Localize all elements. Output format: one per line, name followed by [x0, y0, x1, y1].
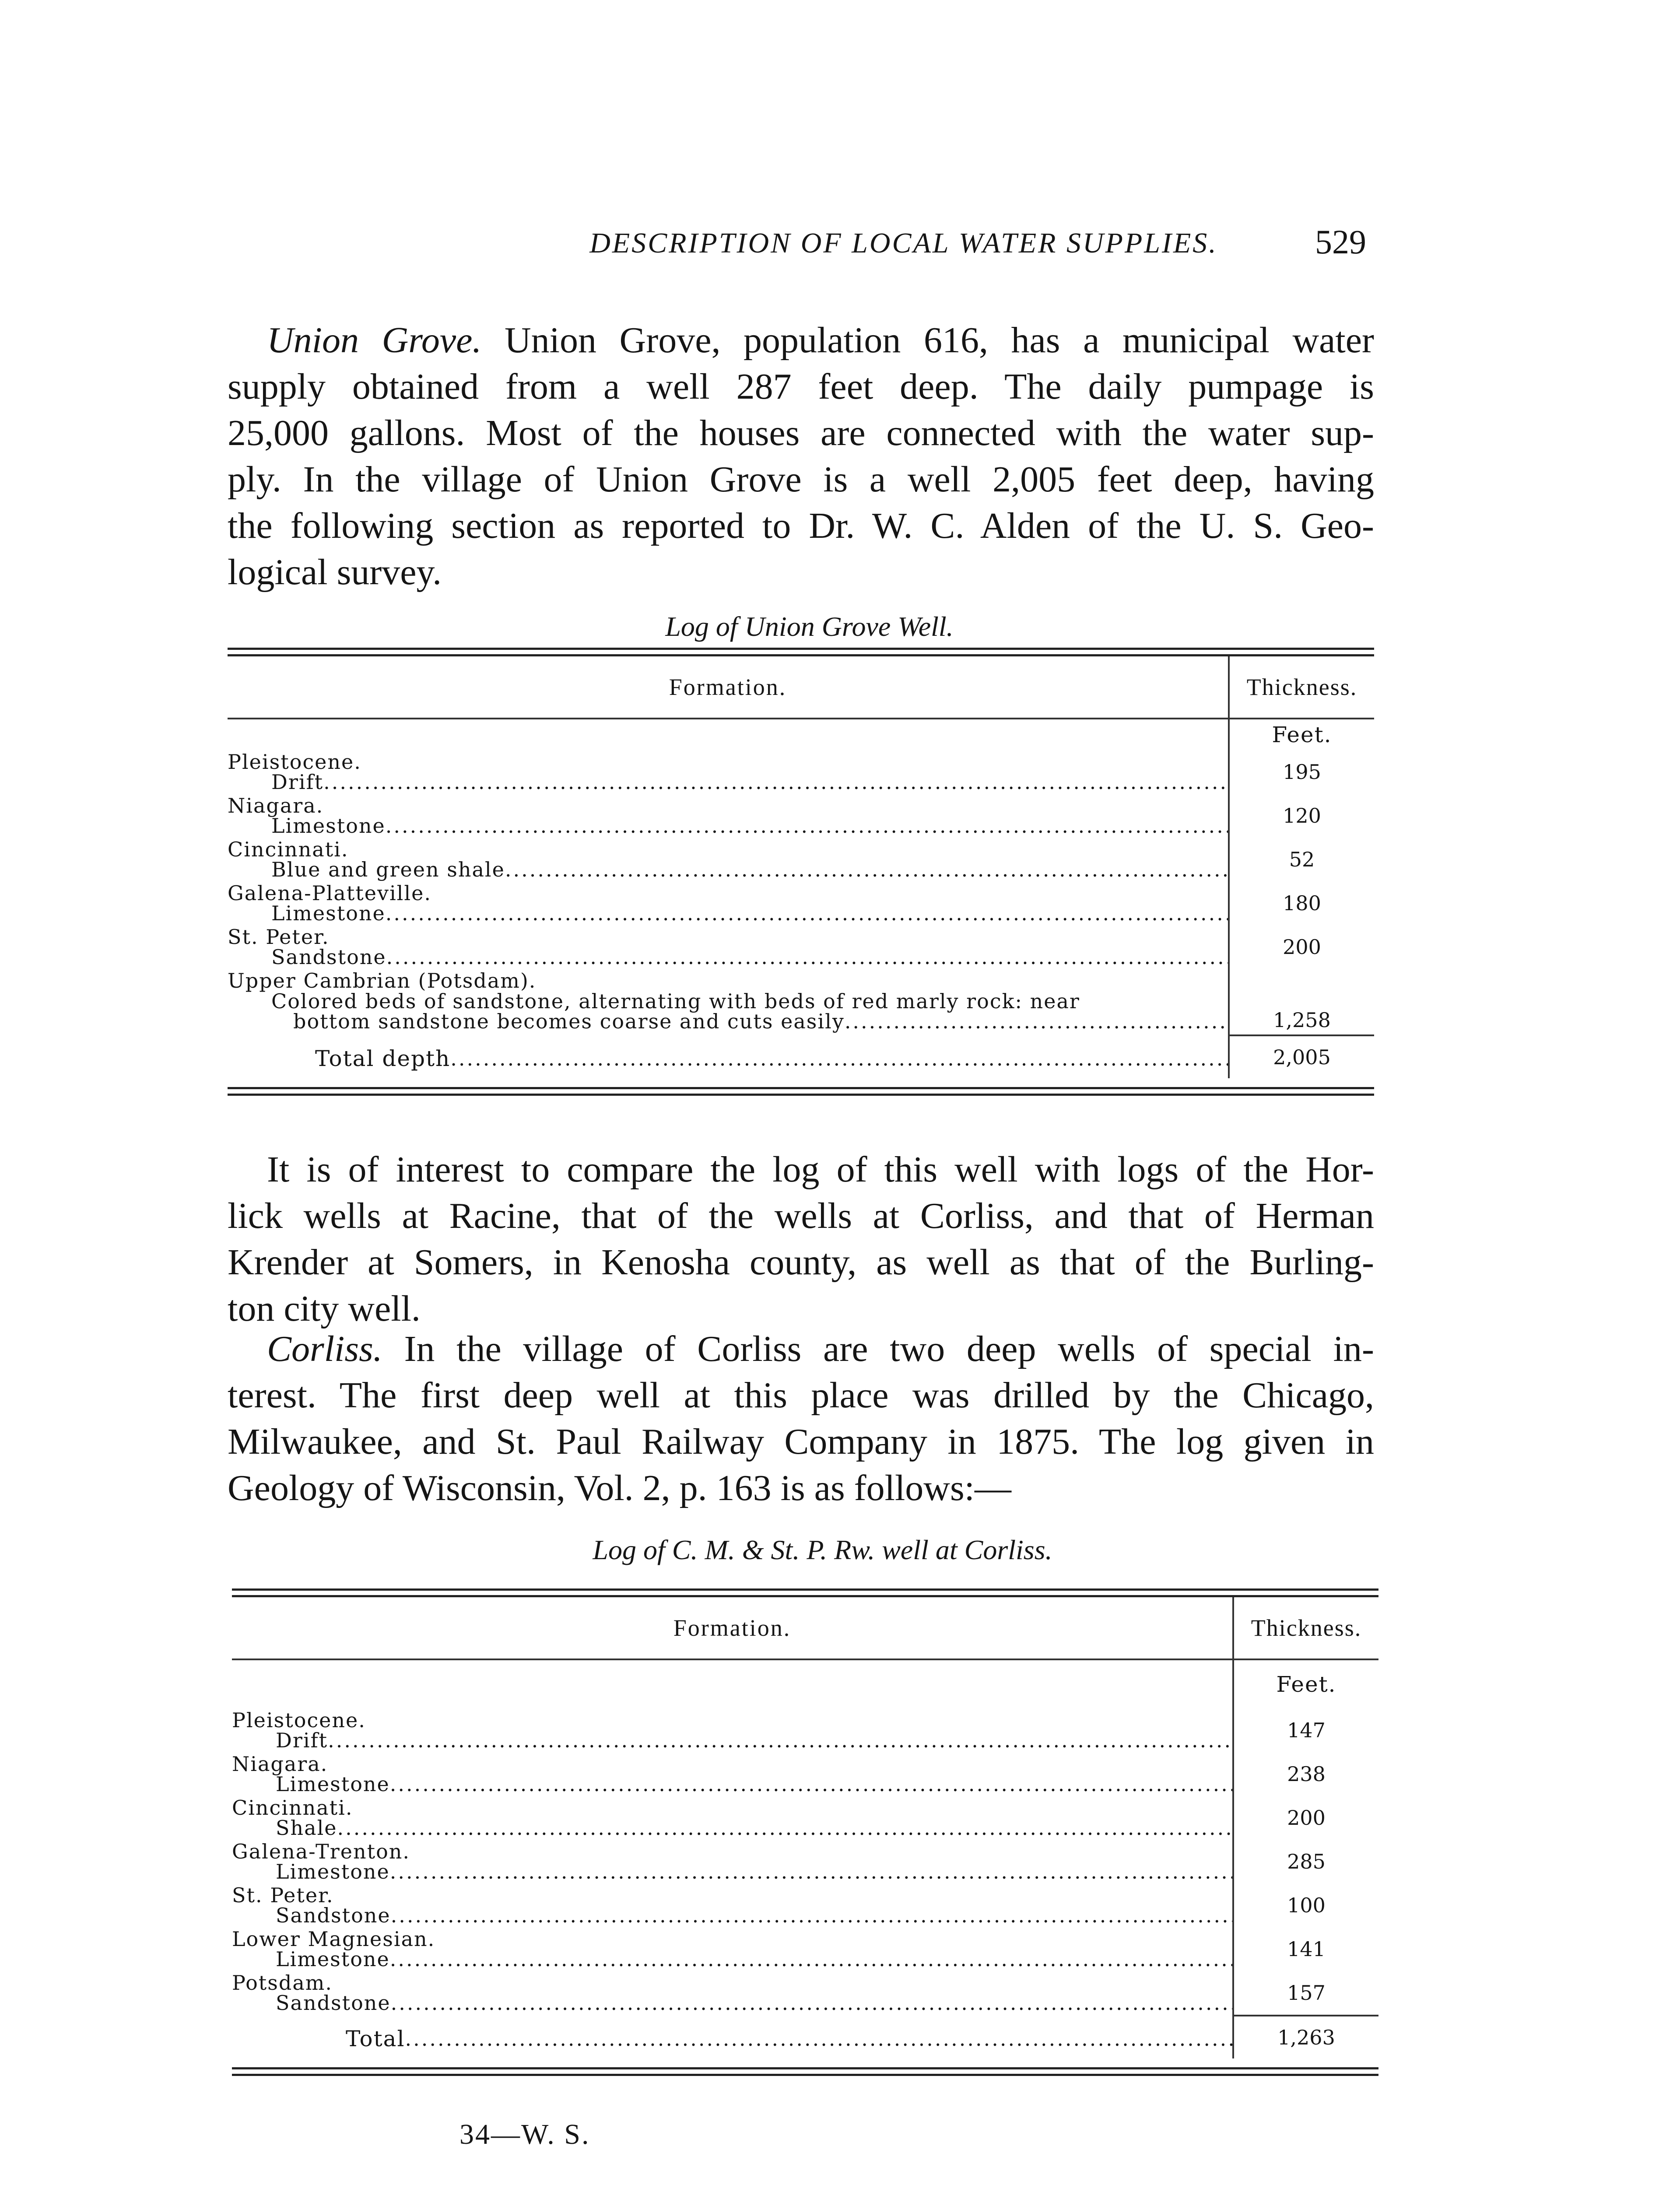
- paragraph-lead: Corliss.: [267, 1329, 382, 1369]
- paragraph-line: Krender at Somers, in Kenosha county, as well as that of the Burling-: [228, 1242, 1374, 1283]
- paragraph-line: Geology of Wisconsin, Vol. 2, p. 163 is as follows:—: [228, 1468, 1011, 1508]
- signature-mark: 34—W. S.: [459, 2118, 590, 2150]
- table-row: [228, 838, 1228, 881]
- formation-group: Niagara.: [232, 1752, 328, 1776]
- thickness-value: 200: [1287, 1806, 1326, 1830]
- formation-column: [228, 719, 1228, 1078]
- paragraph-comparison: [228, 1147, 1374, 1332]
- formation-group: Cincinnati.: [228, 838, 349, 861]
- table-bottom-rule: [232, 2067, 1378, 2076]
- page-number: 529: [1315, 223, 1366, 261]
- log-table-corliss: [232, 1588, 1378, 2076]
- table-header: [228, 656, 1374, 719]
- thickness-value: 1,258: [1273, 1008, 1331, 1032]
- thickness-value: 180: [1283, 891, 1321, 915]
- header-formation: Formation.: [673, 1615, 791, 1641]
- paragraph-corliss: [228, 1326, 1374, 1511]
- table-top-rule: [228, 648, 1374, 656]
- formation-rock: Sandstone: [276, 1904, 391, 1927]
- formation-group: Niagara.: [228, 794, 324, 817]
- formation-group: Lower Magnesian.: [232, 1927, 435, 1951]
- total-label: Total: [346, 2026, 405, 2051]
- formation-rock: Limestone: [276, 1772, 390, 1796]
- table-bottom-rule: [228, 1087, 1374, 1096]
- paragraph-union-grove: [228, 317, 1374, 596]
- thickness-value: 141: [1287, 1937, 1326, 1961]
- table-row: [228, 750, 1228, 794]
- thickness-column: [1232, 1660, 1378, 2058]
- formation-group: Galena-Trenton.: [232, 1840, 410, 1863]
- table-row: [232, 1752, 1232, 1796]
- paragraph-line: ton city well.: [228, 1288, 421, 1329]
- formation-rock: Limestone: [271, 901, 386, 925]
- formation-group: Galena-Platteville.: [228, 881, 431, 905]
- log-table-union-grove: [228, 648, 1374, 1096]
- paragraph-line: supply obtained from a well 287 feet deep. The daily pumpage is: [228, 366, 1374, 407]
- table-row: [232, 1971, 1232, 2015]
- table-top-rule: [232, 1588, 1378, 1597]
- paragraph-line: ply. In the village of Union Grove is a well 2,005 feet deep, having: [228, 459, 1374, 500]
- table-row: [232, 1796, 1232, 1840]
- formation-rock-continued: bottom sandstone becomes coarse and cuts easily: [293, 1010, 845, 1033]
- total-value: 2,005: [1230, 1034, 1374, 1078]
- table-row: [232, 1708, 1232, 1752]
- thickness-value: 195: [1283, 760, 1321, 784]
- table-row: [228, 794, 1228, 838]
- formation-group: Pleistocene.: [232, 1708, 366, 1732]
- thickness-value: 285: [1287, 1850, 1326, 1873]
- running-title: DESCRIPTION OF LOCAL WATER SUPPLIES.: [589, 227, 1218, 259]
- table-row: [232, 1840, 1232, 1883]
- formation-group: Cincinnati.: [232, 1796, 353, 1820]
- formation-rock: Sandstone: [271, 945, 386, 969]
- paragraph-line: Union Grove. Union Grove, population 616, has a municipal water: [267, 320, 1374, 361]
- total-row: [232, 2015, 1232, 2058]
- formation-rock: Limestone: [271, 814, 386, 838]
- formation-group: Pleistocene.: [228, 750, 361, 774]
- thickness-value: 147: [1287, 1718, 1326, 1742]
- thickness-value: 100: [1287, 1893, 1326, 1917]
- table-row: [228, 881, 1228, 925]
- thickness-column: [1228, 719, 1374, 1078]
- table-body: [232, 1660, 1378, 2058]
- paragraph-line: lick wells at Racine, that of the wells at Corliss, and that of Herman: [228, 1196, 1374, 1236]
- total-label: Total depth: [315, 1046, 451, 1071]
- thickness-value: 120: [1283, 804, 1321, 828]
- table-body: [228, 719, 1374, 1078]
- header-formation: Formation.: [669, 674, 787, 700]
- unit-label: Feet.: [1276, 1672, 1336, 1697]
- formation-rock: Shale: [276, 1816, 337, 1840]
- paragraph-line: Milwaukee, and St. Paul Railway Company in 1875. The log given in: [228, 1421, 1374, 1462]
- paragraph-line: It is of interest to compare the log of this well with logs of the Hor-: [267, 1149, 1374, 1190]
- header-thickness: Thickness.: [1232, 1597, 1378, 1659]
- table-header: [232, 1597, 1378, 1660]
- formation-rock: Blue and green shale: [271, 858, 505, 881]
- total-value: 1,263: [1234, 2015, 1378, 2058]
- formation-rock: Limestone: [276, 1860, 390, 1883]
- total-row: [228, 1034, 1228, 1078]
- formation-rock: Limestone: [276, 1947, 390, 1971]
- formation-column: [232, 1660, 1232, 2058]
- paragraph-line: the following section as reported to Dr. W. C. Alden of the U. S. Geo-: [228, 505, 1374, 546]
- table-caption: Log of C. M. & St. P. Rw. well at Corliss.: [593, 1534, 1052, 1565]
- formation-group: St. Peter.: [228, 925, 330, 949]
- thickness-value: 52: [1289, 848, 1315, 871]
- formation-rock: Colored beds of sandstone, alternating with beds of red marly rock: near: [271, 989, 1080, 1013]
- paragraph-lead: Union Grove.: [267, 320, 482, 361]
- paragraph-line: terest. The first deep well at this place was drilled by the Chicago,: [228, 1375, 1374, 1416]
- formation-rock: Drift: [276, 1729, 328, 1752]
- table-row: [232, 1883, 1232, 1927]
- formation-group: Potsdam.: [232, 1971, 333, 1995]
- table-caption: Log of Union Grove Well.: [665, 611, 954, 642]
- table-row: [232, 1927, 1232, 1971]
- thickness-value: 157: [1287, 1981, 1326, 2005]
- thickness-value: 200: [1283, 935, 1321, 959]
- thickness-value: 238: [1287, 1762, 1326, 1786]
- table-row: [228, 925, 1228, 969]
- paragraph-line: Corliss. In the village of Corliss are two deep wells of special in-: [267, 1329, 1374, 1369]
- unit-label: Feet.: [1272, 722, 1332, 747]
- paragraph-line: 25,000 gallons. Most of the houses are connected with the water sup-: [228, 413, 1374, 453]
- formation-rock: Sandstone: [276, 1991, 391, 2015]
- table-row: [228, 969, 1228, 1034]
- formation-rock: Drift: [271, 770, 324, 794]
- formation-group: St. Peter.: [232, 1883, 334, 1907]
- paragraph-line: logical survey.: [228, 552, 442, 593]
- formation-group: Upper Cambrian (Potsdam).: [228, 969, 537, 992]
- header-thickness: Thickness.: [1228, 656, 1374, 718]
